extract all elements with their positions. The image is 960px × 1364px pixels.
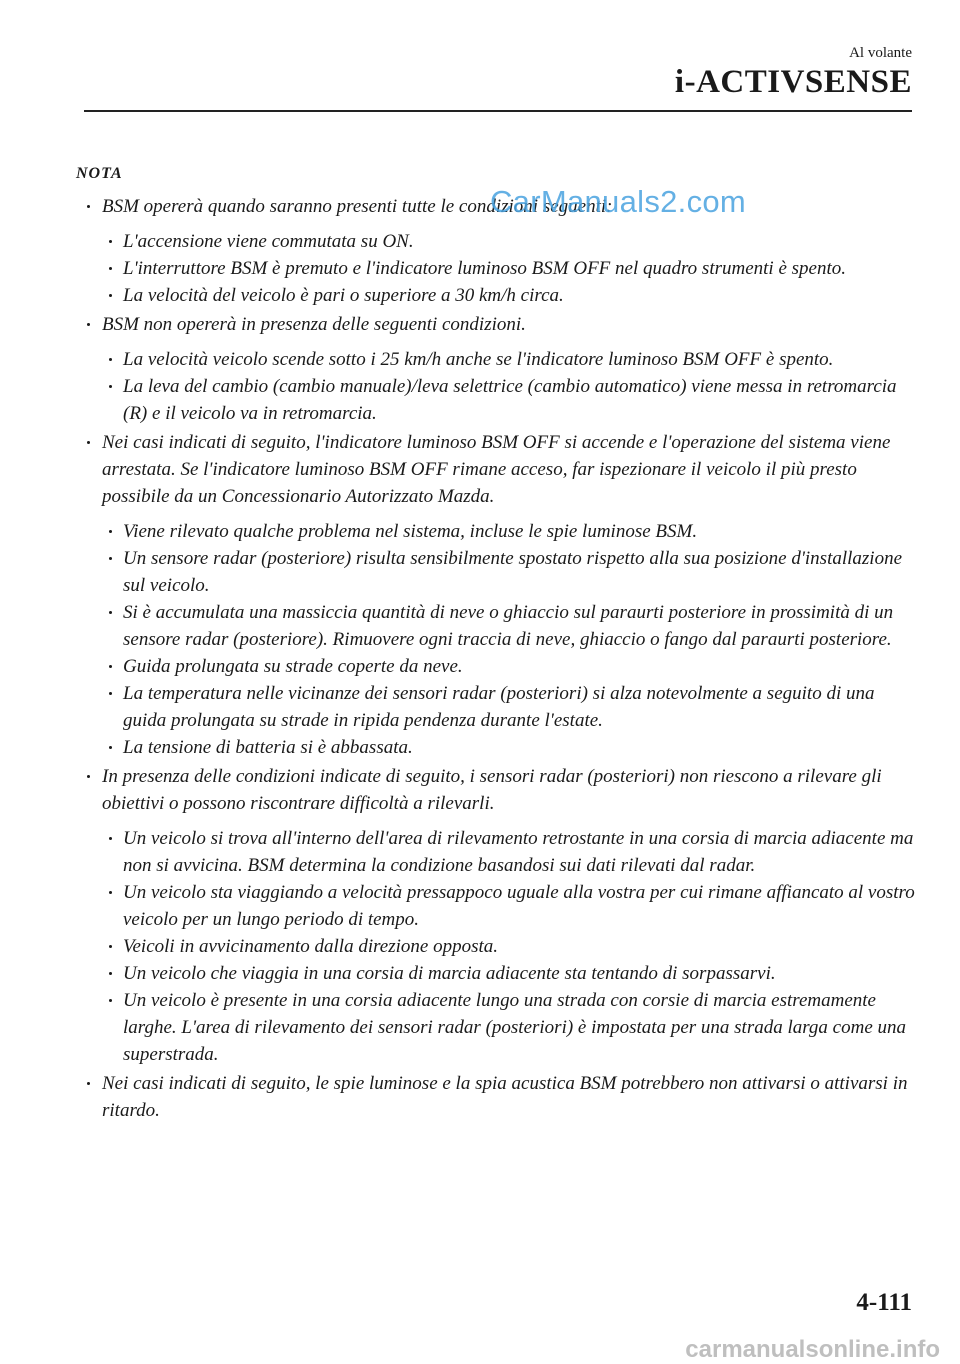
bullet-text: Veicoli in avvicinamento dalla direzione opposta. [123, 936, 499, 957]
sub-bullet-item [76, 373, 916, 427]
bullet-dot-icon [109, 530, 112, 533]
bullet-text: La velocità del veicolo è pari o superiore a 30 km/h circa. [123, 285, 564, 306]
bullet-item [76, 429, 916, 510]
bullet-text: Un veicolo che viaggia in una corsia di marcia adiacente sta tentando di sorpassarvi. [123, 963, 776, 984]
bullet-dot-icon [109, 837, 112, 840]
sub-bullet-item [76, 518, 916, 545]
header-divider [84, 110, 912, 112]
bullet-item [76, 311, 916, 338]
bullet-dot-icon [87, 205, 90, 208]
bullet-dot-icon [109, 240, 112, 243]
bullet-dot-icon [109, 557, 112, 560]
section-title: Al volante [849, 45, 912, 61]
bullet-dot-icon [109, 267, 112, 270]
bullet-dot-icon [87, 1082, 90, 1085]
bullet-text: Viene rilevato qualche problema nel sistema, incluse le spie luminose BSM. [123, 521, 698, 542]
sub-bullet-item [76, 346, 916, 373]
bullet-text: Si è accumulata una massiccia quantità di neve o ghiaccio sul paraurti posteriore in prossimità di un sensore radar (posteriore). Rimuovere ogni traccia di neve, ghiaccio o fango dal paraurti posteriore. [123, 602, 894, 650]
bullet-text: Nei casi indicati di seguito, le spie luminose e la spia acustica BSM potrebbero non attivarsi o attivarsi in ritardo. [102, 1073, 908, 1121]
bullet-text: Un veicolo è presente in una corsia adiacente lungo una strada con corsie di marcia estremamente larghe. L'area di rilevamento dei sensori radar (posteriori) è impostata per una strada larga come una superstrada. [123, 990, 907, 1065]
note-list [76, 193, 916, 1124]
sub-bullet-item [76, 545, 916, 599]
bullet-dot-icon [87, 441, 90, 444]
bullet-text: La temperatura nelle vicinanze dei sensori radar (posteriori) si alza notevolmente a seguito di una guida prolungata su strade in ripida pendenza durante l'estate. [123, 683, 875, 731]
sub-bullet-item [76, 960, 916, 987]
bullet-text: In presenza delle condizioni indicate di seguito, i sensori radar (posteriori) non riescono a rilevare gli obiettivi o possono riscontrare difficoltà a rilevarli. [102, 766, 882, 814]
bullet-dot-icon [109, 945, 112, 948]
sub-bullet-item [76, 680, 916, 734]
note-content [76, 160, 916, 1124]
sub-bullet-item [76, 282, 916, 309]
bullet-item [76, 1070, 916, 1124]
bullet-text: Un veicolo si trova all'interno dell'area di rilevamento retrostante in una corsia di marcia adiacente ma non si avvicina. BSM determina la condizione basandosi sui dati rilevati dal radar. [123, 828, 914, 876]
bullet-dot-icon [109, 972, 112, 975]
bullet-dot-icon [109, 358, 112, 361]
sub-bullet-item [76, 825, 916, 879]
bullet-text: La velocità veicolo scende sotto i 25 km/h anche se l'indicatore luminoso BSM OFF è spento. [123, 349, 834, 370]
bullet-dot-icon [109, 999, 112, 1002]
bullet-text: Un sensore radar (posteriore) risulta sensibilmente spostato rispetto alla sua posizione d'installazione sul veicolo. [123, 548, 903, 596]
bullet-text: Nei casi indicati di seguito, l'indicatore luminoso BSM OFF si accende e l'operazione del sistema viene arrestata. Se l'indicatore luminoso BSM OFF rimane acceso, far ispezionare il veicolo il più presto possibile da un Concessionario Autorizzato Mazda. [102, 432, 891, 507]
sub-bullet-item [76, 933, 916, 960]
bullet-dot-icon [109, 665, 112, 668]
bullet-dot-icon [109, 746, 112, 749]
sub-bullet-item [76, 255, 916, 282]
sub-bullet-item [76, 879, 916, 933]
bullet-text: L'interruttore BSM è premuto e l'indicatore luminoso BSM OFF nel quadro strumenti è spento. [123, 258, 847, 279]
bullet-text: Un veicolo sta viaggiando a velocità pressappoco uguale alla vostra per cui rimane affiancato al vostro veicolo per un lungo periodo di tempo. [123, 882, 915, 930]
bullet-item [76, 763, 916, 817]
bullet-text: La leva del cambio (cambio manuale)/leva selettrice (cambio automatico) viene messa in retromarcia (R) e il veicolo va in retromarcia. [123, 376, 897, 424]
site-footer: carmanualsonline.info [685, 1336, 940, 1363]
page-header [675, 44, 912, 100]
sub-bullet-item [76, 228, 916, 255]
bullet-dot-icon [109, 692, 112, 695]
bullet-dot-icon [109, 891, 112, 894]
bullet-text: L'accensione viene commutata su ON. [123, 231, 414, 252]
bullet-dot-icon [87, 323, 90, 326]
bullet-dot-icon [109, 611, 112, 614]
sub-bullet-item [76, 653, 916, 680]
bullet-dot-icon [109, 294, 112, 297]
bullet-dot-icon [109, 385, 112, 388]
bullet-dot-icon [87, 775, 90, 778]
sub-bullet-item [76, 599, 916, 653]
sub-bullet-item [76, 734, 916, 761]
bullet-text: BSM non opererà in presenza delle seguenti condizioni. [102, 314, 526, 335]
note-label: NOTA [76, 165, 123, 182]
bullet-text: La tensione di batteria si è abbassata. [123, 737, 413, 758]
page-number: 4-111 [856, 1289, 912, 1316]
bullet-text: Guida prolungata su strade coperte da neve. [123, 656, 463, 677]
sub-bullet-item [76, 987, 916, 1068]
chapter-title: i-ACTIVSENSE [674, 64, 912, 100]
watermark: CarManuals2.com [490, 184, 747, 219]
bullet-text: BSM opererà quando saranno presenti tutte le condizioni seguenti: [102, 196, 613, 217]
